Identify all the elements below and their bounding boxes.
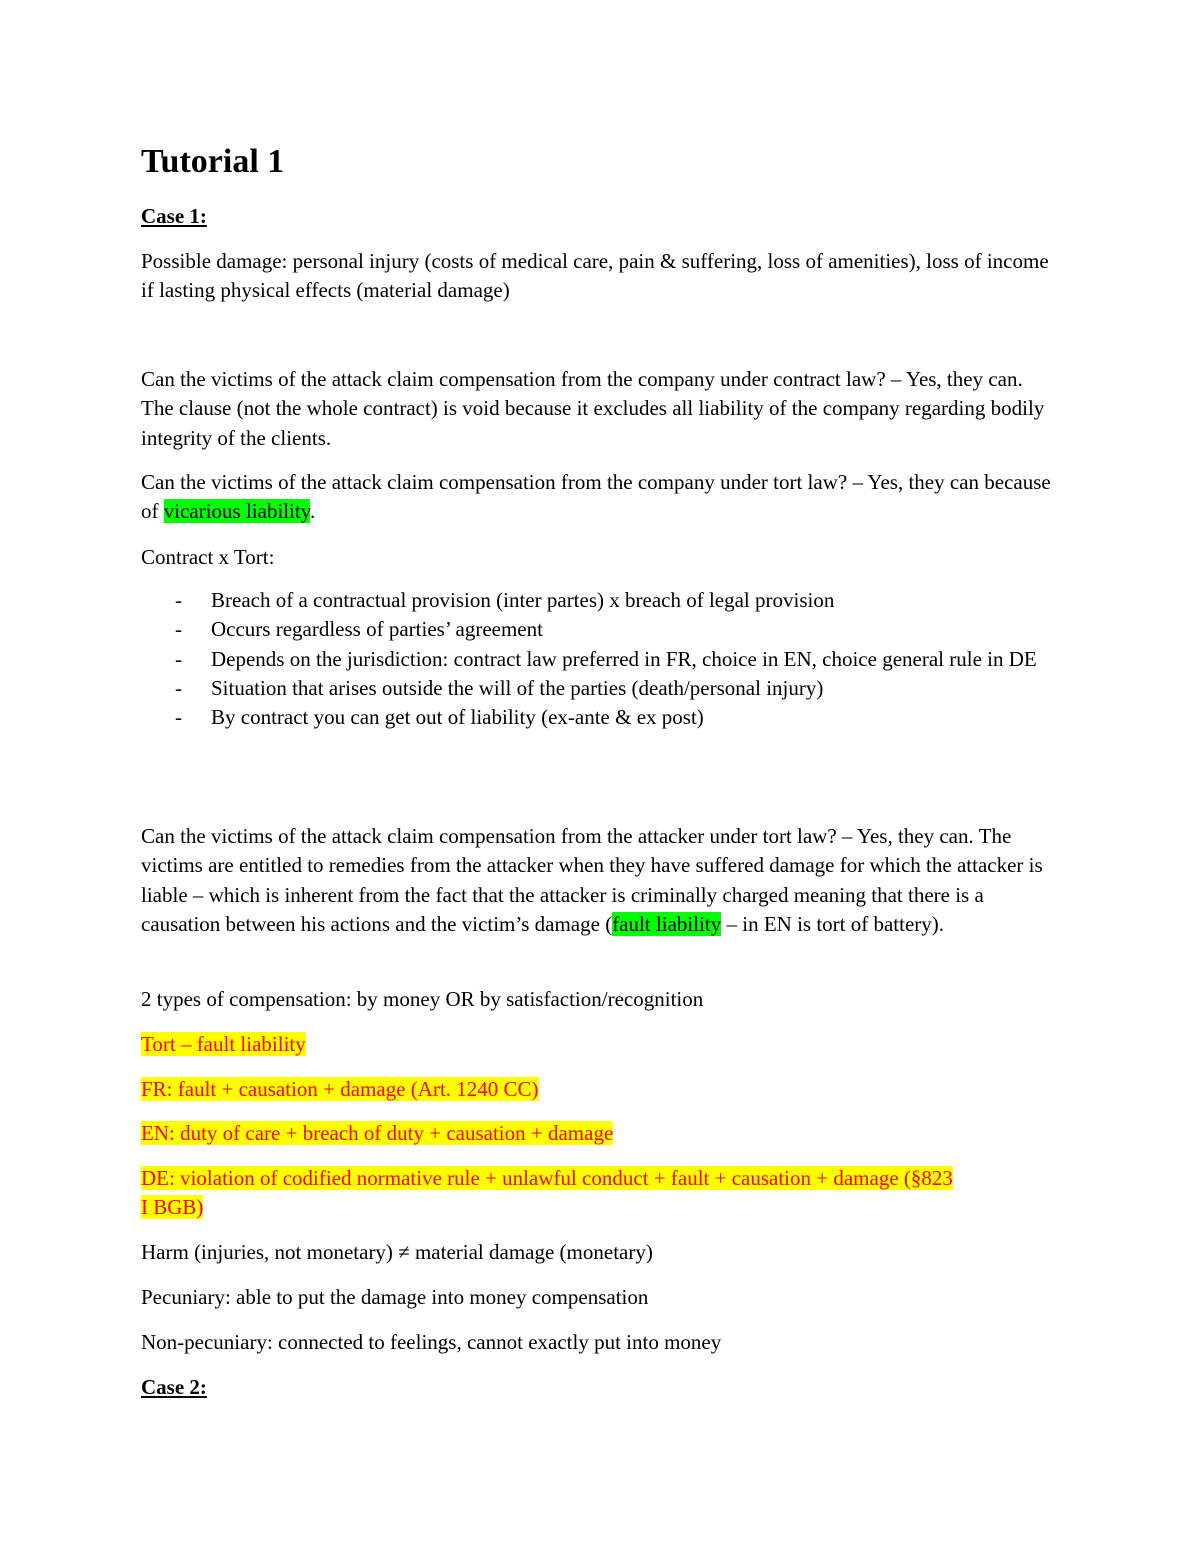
- list-item: [141, 674, 1056, 703]
- contract-law-question: Can the victims of the attack claim compensation from the company under contract law? – Yes, they can. The clause (not the whole contract) is void because it excludes all liability of the company regarding bodily integrity of the clients.: [141, 367, 1045, 450]
- harm-vs-material-damage: Harm (injuries, not monetary) ≠ material damage (monetary): [141, 1240, 653, 1264]
- bullet-dash: -: [175, 617, 182, 642]
- bullet-dash: -: [175, 675, 182, 700]
- bullet-dash: -: [175, 646, 182, 671]
- possible-damage-paragraph: Possible damage: personal injury (costs of medical care, pain & suffering, loss of amenities), loss of income if lasting physical effects (material damage): [141, 249, 1049, 303]
- list-item: [141, 703, 1056, 732]
- list-item-text: Breach of a contractual provision (inter partes) x breach of legal provision: [211, 588, 835, 612]
- de-rule: [141, 1164, 953, 1223]
- list-item-text: Occurs regardless of parties’ agreement: [211, 617, 543, 642]
- list-item: [141, 586, 1056, 615]
- fault-liability-highlight: fault liability: [612, 911, 722, 936]
- vicarious-liability-highlight: vicarious liability: [163, 499, 310, 524]
- contract-x-tort-label: Contract x Tort:: [141, 545, 275, 569]
- pecuniary-definition: Pecuniary: able to put the damage into money compensation: [141, 1285, 649, 1309]
- tort-fault-liability-text: Tort – fault liability: [141, 1032, 306, 1056]
- attacker-question-end: – in EN is tort of battery).: [721, 911, 945, 936]
- tort-law-question-end: .: [309, 499, 316, 524]
- case-2-heading: Case 2:: [141, 1375, 207, 1399]
- attacker-question-text: Can the victims of the attack claim compensation from the attacker under tort law? – Yes, they can. The victims are entitled to remedies from the attacker when they have suffered damage for which the attacker is liable – which is inherent from the fact that the attacker is criminally charged meaning that there is a causation between his actions and the victim’s damage (: [141, 824, 1043, 936]
- tort-law-question-text: Can the victims of the attack claim compensation from the company under tort law? – Yes, they can because of: [141, 470, 1051, 524]
- compensation-types: 2 types of compensation: by money OR by satisfaction/recognition: [141, 987, 704, 1011]
- contract-x-tort-list: [141, 586, 1056, 732]
- de-rule-line-2: I BGB): [141, 1195, 204, 1220]
- list-item-text: By contract you can get out of liability (ex-ante & ex post): [211, 705, 704, 730]
- case-1-heading: Case 1:: [141, 204, 207, 228]
- tort-fault-liability: [141, 1030, 306, 1059]
- list-item-text: Depends on the jurisdiction: contract law preferred in FR, choice in EN, choice general rule in DE: [211, 646, 1037, 671]
- bullet-dash: -: [175, 588, 182, 612]
- en-rule-text: EN: duty of care + breach of duty + causation + damage: [141, 1121, 614, 1145]
- tort-law-question: [141, 468, 1056, 527]
- en-rule: [141, 1119, 613, 1148]
- bullet-dash: -: [175, 705, 182, 730]
- fr-rule: [141, 1075, 539, 1104]
- non-pecuniary-definition: Non-pecuniary: connected to feelings, cannot exactly put into money: [141, 1330, 722, 1354]
- list-item-text: Situation that arises outside the will of the parties (death/personal injury): [211, 675, 824, 700]
- list-item: [141, 645, 1056, 674]
- fr-rule-text: FR: fault + causation + damage (Art. 1240 CC): [141, 1077, 539, 1101]
- de-rule-line-1: DE: violation of codified normative rule + unlawful conduct + fault + causation + damage (§823: [141, 1166, 953, 1190]
- attacker-tort-question: [141, 822, 1056, 939]
- document-title: Tutorial 1: [141, 143, 285, 180]
- list-item: [141, 615, 1056, 644]
